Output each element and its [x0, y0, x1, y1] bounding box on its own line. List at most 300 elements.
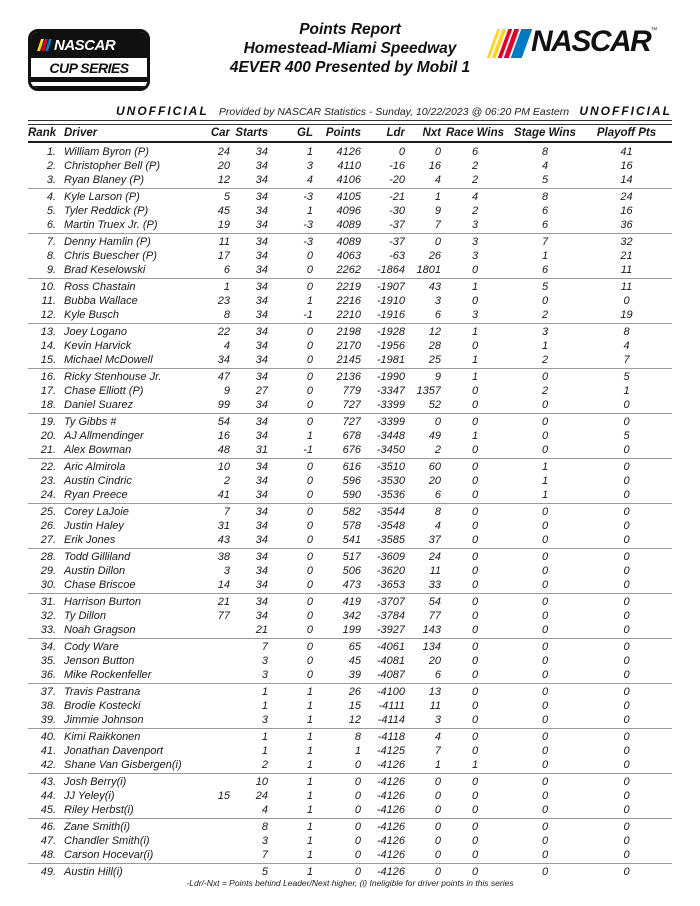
cell-rank: 5. — [46, 205, 56, 217]
cell-ldr: -3653 — [376, 579, 405, 591]
cell-playoff-pts: 19 — [620, 309, 633, 321]
cell-race-wins: 0 — [471, 714, 479, 726]
cell-rank: 23. — [40, 475, 56, 487]
cell-ldr: -3707 — [376, 596, 405, 608]
cell-ldr: -4061 — [376, 641, 405, 653]
cell-stage-wins: 0 — [541, 520, 549, 532]
cell-nxt: 3 — [434, 714, 441, 726]
cell-driver: Chase Briscoe — [64, 579, 136, 591]
cell-stage-wins: 4 — [541, 160, 549, 172]
column-header-gl: GL — [297, 127, 313, 139]
cell-playoff-pts: 0 — [623, 821, 630, 833]
cell-starts: 1 — [261, 700, 268, 712]
cell-playoff-pts: 0 — [623, 655, 630, 667]
cell-car — [186, 744, 230, 758]
cell-rank: 20. — [40, 430, 56, 442]
cell-race-wins: 0 — [471, 790, 479, 802]
cell-points: 4126 — [336, 146, 361, 158]
cell-starts: 34 — [255, 354, 268, 366]
table-row — [28, 519, 672, 533]
cell-starts: 34 — [255, 191, 268, 203]
cell-car: 47 — [217, 371, 230, 383]
cell-car — [186, 668, 230, 682]
cell-ldr: -16 — [389, 160, 405, 172]
cup-logo-bottom-bar — [31, 86, 147, 88]
cell-nxt: 4 — [434, 174, 441, 186]
cell-car — [186, 865, 230, 879]
cell-car — [186, 654, 230, 668]
cell-gl: 0 — [306, 579, 313, 591]
cell-ldr: -3347 — [376, 385, 405, 397]
cell-race-wins: 1 — [471, 430, 479, 442]
table-row — [28, 443, 672, 457]
cell-stage-wins: 3 — [541, 326, 549, 338]
cell-rank: 19. — [40, 416, 56, 428]
cell-driver: Denny Hamlin (P) — [64, 236, 151, 248]
cell-stage-wins: 2 — [541, 309, 549, 321]
cell-gl: 0 — [306, 551, 313, 563]
cell-nxt: 11 — [429, 565, 441, 577]
table-row — [28, 370, 672, 384]
cell-race-wins: 0 — [471, 506, 479, 518]
cell-rank: 2. — [46, 160, 56, 172]
cell-car — [186, 775, 230, 789]
cell-nxt: 0 — [434, 236, 441, 248]
table-row — [28, 775, 672, 789]
cell-playoff-pts: 32 — [620, 236, 633, 248]
cell-starts: 34 — [255, 174, 268, 186]
cell-playoff-pts: 0 — [623, 416, 630, 428]
cell-gl: 0 — [306, 520, 313, 532]
table-row — [28, 280, 672, 294]
cell-ldr: -4114 — [377, 714, 405, 726]
cell-playoff-pts: 16 — [620, 160, 633, 172]
cell-rank: 21. — [40, 444, 56, 456]
cell-rank: 34. — [40, 641, 56, 653]
cell-rank: 43. — [40, 776, 56, 788]
cell-playoff-pts: 4 — [623, 340, 630, 352]
cell-gl: 1 — [306, 205, 313, 217]
cell-car: 5 — [223, 191, 230, 203]
cell-starts: 34 — [255, 371, 268, 383]
table-row — [28, 294, 672, 308]
cell-playoff-pts: 0 — [623, 714, 630, 726]
cell-race-wins: 0 — [471, 624, 479, 636]
cell-starts: 4 — [261, 804, 268, 816]
cell-driver: Tyler Reddick (P) — [64, 205, 149, 217]
cell-gl: 0 — [306, 340, 313, 352]
cell-playoff-pts: 11 — [620, 264, 633, 276]
cell-nxt: 0 — [434, 146, 441, 158]
cell-points: 26 — [348, 686, 361, 698]
cell-car: 22 — [217, 326, 230, 338]
column-header-starts: Starts — [235, 127, 268, 139]
cell-ldr: -1990 — [376, 371, 405, 383]
cell-points: 2262 — [336, 264, 361, 276]
cell-rank: 1. — [46, 146, 56, 158]
cell-driver: Noah Gragson — [64, 624, 136, 636]
cell-starts: 34 — [255, 579, 268, 591]
cell-stage-wins: 0 — [541, 430, 549, 442]
cell-rank: 28. — [40, 551, 56, 563]
cell-stage-wins: 0 — [541, 596, 549, 608]
cell-driver: Kyle Larson (P) — [64, 191, 140, 203]
cell-race-wins: 0 — [471, 866, 479, 878]
cell-race-wins: 0 — [471, 731, 479, 743]
cell-stage-wins: 6 — [541, 219, 549, 231]
cell-starts: 34 — [255, 520, 268, 532]
cell-stage-wins: 0 — [541, 641, 549, 653]
cell-race-wins: 3 — [471, 236, 479, 248]
cell-ldr: 0 — [398, 146, 405, 158]
cell-stage-wins: 0 — [541, 371, 549, 383]
cell-gl: -3 — [303, 219, 313, 231]
cell-gl: -1 — [303, 444, 313, 456]
cell-playoff-pts: 0 — [623, 579, 630, 591]
points-table — [28, 126, 672, 879]
cell-ldr: -3609 — [376, 551, 405, 563]
cell-car — [186, 848, 230, 862]
cell-ldr: -4126 — [376, 821, 405, 833]
cell-points: 1 — [354, 745, 361, 757]
cell-rank: 30. — [40, 579, 56, 591]
cell-points: 0 — [354, 804, 361, 816]
table-row — [28, 249, 672, 263]
title-line-track: Homestead-Miami Speedway — [243, 40, 457, 57]
group-separator — [28, 638, 672, 639]
cell-nxt: 0 — [434, 866, 441, 878]
cell-points: 4106 — [336, 174, 361, 186]
column-header-nxt: Nxt — [422, 127, 441, 139]
table-row — [28, 190, 672, 204]
table-row — [28, 564, 672, 578]
cell-nxt: 60 — [428, 461, 441, 473]
cell-rank: 47. — [40, 835, 56, 847]
cell-rank: 39. — [40, 714, 56, 726]
cell-race-wins: 0 — [471, 489, 479, 501]
cell-points: 15 — [348, 700, 361, 712]
cell-nxt: 28 — [428, 340, 441, 352]
cell-ldr: -3399 — [376, 416, 405, 428]
cell-nxt: 33 — [428, 579, 441, 591]
cell-gl: 0 — [306, 565, 313, 577]
nascar-wordmark-logo — [492, 27, 657, 58]
cell-points: 8 — [354, 731, 361, 743]
cell-starts: 3 — [261, 835, 268, 847]
cell-starts: 1 — [261, 731, 268, 743]
cell-gl: 1 — [306, 686, 313, 698]
cell-car: 54 — [217, 416, 230, 428]
cell-gl: 1 — [306, 759, 313, 771]
group-separator — [28, 503, 672, 504]
cup-logo-nascar-text: NASCAR — [54, 36, 116, 54]
cell-driver: Ty Gibbs # — [64, 416, 117, 428]
cell-rank: 7. — [46, 236, 56, 248]
cell-driver: Jimmie Johnson — [64, 714, 144, 726]
cell-rank: 3. — [46, 174, 56, 186]
cell-playoff-pts: 0 — [623, 399, 630, 411]
table-row — [28, 474, 672, 488]
cell-race-wins: 1 — [471, 371, 479, 383]
cell-gl: 1 — [306, 700, 313, 712]
cell-nxt: 12 — [428, 326, 441, 338]
cell-rank: 24. — [40, 489, 56, 501]
cell-points: 616 — [342, 461, 361, 473]
cell-driver: Chris Buescher (P) — [64, 250, 157, 262]
cell-driver: Austin Cindric — [64, 475, 132, 487]
cell-driver: William Byron (P) — [64, 146, 149, 158]
cell-stage-wins: 0 — [541, 790, 549, 802]
cell-playoff-pts: 0 — [623, 551, 630, 563]
cell-car: 24 — [217, 146, 230, 158]
cell-stage-wins: 1 — [541, 489, 549, 501]
table-row — [28, 848, 672, 862]
cell-starts: 34 — [255, 475, 268, 487]
table-row — [28, 789, 672, 803]
cell-car — [186, 713, 230, 727]
cell-nxt: 143 — [422, 624, 441, 636]
cell-points: 727 — [342, 416, 361, 428]
cell-rank: 16. — [40, 371, 56, 383]
cell-playoff-pts: 0 — [623, 641, 630, 653]
table-row — [28, 820, 672, 834]
cell-driver: Ricky Stenhouse Jr. — [64, 371, 162, 383]
group-separator — [28, 413, 672, 414]
cell-car: 10 — [217, 461, 230, 473]
cell-rank: 6. — [46, 219, 56, 231]
table-row — [28, 235, 672, 249]
cell-nxt: 4 — [434, 731, 441, 743]
table-header-row — [28, 126, 672, 141]
cell-starts: 7 — [261, 849, 268, 861]
cell-gl: 0 — [306, 506, 313, 518]
cell-starts: 34 — [255, 416, 268, 428]
cell-points: 2136 — [336, 371, 361, 383]
cell-nxt: 16 — [428, 160, 441, 172]
cell-car: 34 — [217, 354, 230, 366]
cell-playoff-pts: 0 — [623, 700, 630, 712]
group-separator — [28, 863, 672, 864]
cell-stage-wins: 1 — [541, 250, 549, 262]
cell-points: 4096 — [336, 205, 361, 217]
cell-stage-wins: 0 — [541, 416, 549, 428]
cell-race-wins: 3 — [471, 219, 479, 231]
cell-gl: 0 — [306, 534, 313, 546]
cell-race-wins: 2 — [471, 205, 479, 217]
cell-car — [186, 834, 230, 848]
cell-race-wins: 3 — [471, 309, 479, 321]
cell-driver: Joey Logano — [64, 326, 127, 338]
cell-gl: 1 — [306, 714, 313, 726]
cell-gl: 0 — [306, 641, 313, 653]
table-row — [28, 730, 672, 744]
cell-points: 2145 — [336, 354, 361, 366]
cell-car — [186, 623, 230, 637]
group-separator — [28, 233, 672, 234]
cell-rank: 31. — [40, 596, 56, 608]
cell-car — [186, 758, 230, 772]
cup-logo-cup-series-text: CUP SERIES — [49, 59, 129, 76]
cell-points: 676 — [342, 444, 361, 456]
cell-playoff-pts: 0 — [623, 489, 630, 501]
cell-starts: 34 — [255, 596, 268, 608]
cell-playoff-pts: 0 — [623, 849, 630, 861]
cell-playoff-pts: 0 — [623, 866, 630, 878]
cell-race-wins: 2 — [471, 174, 479, 186]
cell-driver: Chase Elliott (P) — [64, 385, 144, 397]
cell-rank: 36. — [40, 669, 56, 681]
cell-nxt: 13 — [428, 686, 441, 698]
cell-rank: 38. — [40, 700, 56, 712]
cell-stage-wins: 0 — [541, 655, 549, 667]
table-row — [28, 173, 672, 187]
cell-starts: 34 — [255, 281, 268, 293]
cell-nxt: 6 — [434, 309, 441, 321]
cell-ldr: -20 — [389, 174, 405, 186]
unofficial-label-right: UNOFFICIAL — [579, 104, 672, 118]
cell-ldr: -3530 — [376, 475, 405, 487]
cell-playoff-pts: 11 — [620, 281, 633, 293]
cell-nxt: 11 — [429, 700, 441, 712]
table-row — [28, 668, 672, 682]
cell-nxt: 54 — [428, 596, 441, 608]
cell-nxt: 25 — [428, 354, 441, 366]
cell-ldr: -4126 — [376, 804, 405, 816]
column-header-race-wins: Race Wins — [445, 127, 505, 139]
cell-points: 596 — [342, 475, 361, 487]
cell-driver: Brad Keselowski — [64, 264, 146, 276]
header-rule — [28, 141, 672, 143]
cell-points: 727 — [342, 399, 361, 411]
cell-stage-wins: 0 — [541, 804, 549, 816]
cell-race-wins: 0 — [471, 264, 479, 276]
cell-race-wins: 0 — [471, 416, 479, 428]
cell-gl: 1 — [306, 849, 313, 861]
cell-starts: 34 — [255, 264, 268, 276]
table-row — [28, 429, 672, 443]
cell-nxt: 134 — [422, 641, 441, 653]
cell-playoff-pts: 21 — [620, 250, 633, 262]
cell-ldr: -37 — [389, 236, 405, 248]
cell-stage-wins: 0 — [541, 714, 549, 726]
cell-playoff-pts: 0 — [623, 759, 630, 771]
cell-race-wins: 1 — [471, 326, 479, 338]
cell-points: 45 — [348, 655, 361, 667]
cell-nxt: 0 — [434, 835, 441, 847]
cell-playoff-pts: 0 — [623, 624, 630, 636]
cell-gl: 0 — [306, 281, 313, 293]
cell-rank: 11. — [41, 295, 56, 307]
cell-race-wins: 0 — [471, 565, 479, 577]
cell-rank: 17. — [40, 385, 56, 397]
cell-car: 8 — [223, 309, 230, 321]
cell-starts: 34 — [255, 489, 268, 501]
cell-car: 7 — [223, 506, 230, 518]
cell-rank: 41. — [40, 745, 56, 757]
cell-points: 4063 — [336, 250, 361, 262]
cell-driver: Justin Haley — [64, 520, 124, 532]
cell-starts: 34 — [255, 430, 268, 442]
table-row — [28, 865, 672, 879]
cell-ldr: -21 — [389, 191, 405, 203]
cell-ldr: -3536 — [376, 489, 405, 501]
cell-rank: 22. — [40, 461, 56, 473]
cell-driver: Shane Van Gisbergen(i) — [64, 759, 182, 771]
cell-race-wins: 0 — [471, 745, 479, 757]
table-row — [28, 595, 672, 609]
cell-points: 578 — [342, 520, 361, 532]
title-line-race: 4EVER 400 Presented by Mobil 1 — [229, 59, 471, 76]
cell-nxt: 1 — [434, 191, 441, 203]
title-line-report: Points Report — [299, 21, 401, 38]
cell-car: 12 — [217, 174, 230, 186]
cell-car — [186, 803, 230, 817]
cell-points: 2210 — [336, 309, 361, 321]
cell-race-wins: 0 — [471, 776, 479, 788]
cell-ldr: -1956 — [376, 340, 405, 352]
cell-race-wins: 3 — [471, 250, 479, 262]
cell-ldr: -1981 — [376, 354, 405, 366]
group-separator — [28, 728, 672, 729]
cell-race-wins: 2 — [471, 160, 479, 172]
cell-gl: 1 — [306, 821, 313, 833]
cell-ldr: -3510 — [376, 461, 405, 473]
double-rule — [28, 120, 672, 125]
cell-starts: 24 — [255, 790, 268, 802]
cell-driver: Kevin Harvick — [64, 340, 132, 352]
cell-nxt: 24 — [428, 551, 441, 563]
cell-driver: Mike Rockenfeller — [64, 669, 152, 681]
cell-playoff-pts: 0 — [623, 835, 630, 847]
cell-ldr: -37 — [389, 219, 405, 231]
cell-starts: 34 — [255, 610, 268, 622]
cell-nxt: 6 — [434, 489, 441, 501]
table-row — [28, 353, 672, 367]
cell-points: 0 — [354, 866, 361, 878]
cell-stage-wins: 0 — [541, 551, 549, 563]
cell-stage-wins: 0 — [541, 610, 549, 622]
cell-ldr: -4126 — [376, 776, 405, 788]
cell-starts: 34 — [255, 236, 268, 248]
unofficial-label-left: UNOFFICIAL — [116, 104, 209, 118]
cell-rank: 27. — [40, 534, 56, 546]
table-row — [28, 803, 672, 817]
cell-points: 0 — [354, 759, 361, 771]
cell-gl: 0 — [306, 669, 313, 681]
cell-driver: Harrison Burton — [64, 596, 142, 608]
table-row — [28, 744, 672, 758]
cell-gl: 0 — [306, 399, 313, 411]
cell-ldr: -1916 — [376, 309, 405, 321]
cell-nxt: 20 — [428, 655, 441, 667]
cell-nxt: 0 — [434, 416, 441, 428]
cell-starts: 27 — [255, 385, 268, 397]
cell-gl: 1 — [306, 146, 313, 158]
cell-points: 2170 — [336, 340, 361, 352]
cell-rank: 49. — [40, 866, 56, 878]
cell-points: 0 — [354, 821, 361, 833]
cell-nxt: 37 — [428, 534, 441, 546]
cell-starts: 10 — [255, 776, 268, 788]
cell-nxt: 0 — [434, 790, 441, 802]
cell-car: 14 — [217, 579, 230, 591]
cell-points: 39 — [348, 669, 361, 681]
cell-driver: Austin Hill(i) — [64, 866, 123, 878]
cell-points: 473 — [342, 579, 361, 591]
cell-race-wins: 0 — [471, 579, 479, 591]
cell-nxt: 7 — [434, 219, 441, 231]
cell-race-wins: 0 — [471, 399, 479, 411]
